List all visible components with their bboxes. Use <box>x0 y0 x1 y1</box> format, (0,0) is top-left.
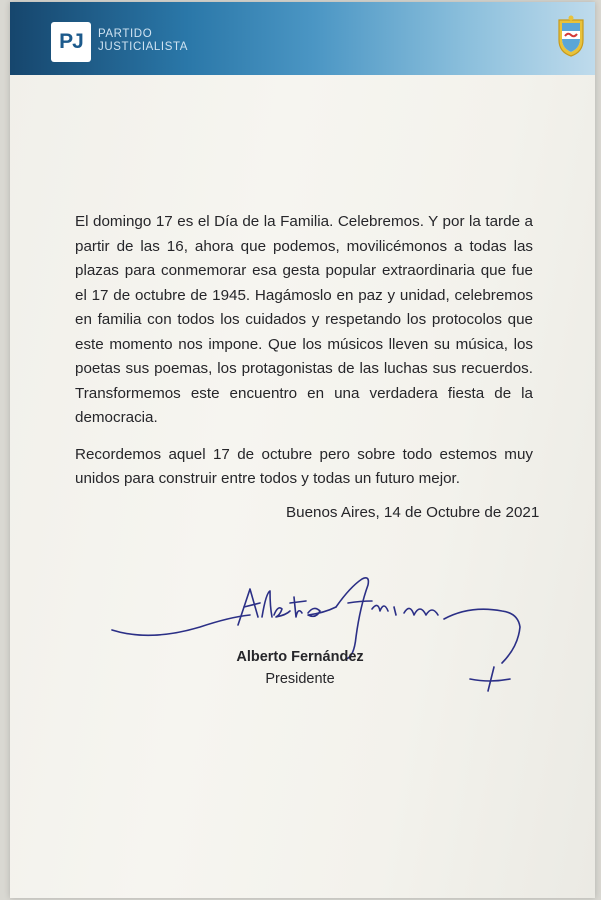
paragraph-2: Recordemos aquel 17 de octubre pero sobre todo estemos muy unidos para construir entre todos y todas un futuro mejor. <box>75 445 533 487</box>
party-name-line2: JUSTICIALISTA <box>98 41 189 53</box>
party-name <box>98 28 218 54</box>
pj-logo <box>51 22 91 62</box>
paragraph-1: El domingo 17 es el Día de la Familia. Celebremos. Y por la tarde a partir de las 16, ahora que podemos, movilicémonos a todas las plazas para conmemorar esa gesta popular extraordinaria que fue el 17 de octubre de 1945. Hagámoslo en paz y unidad, celebremos en familia con todos los cuidados y respetando los protocolos que este momento nos impone. Que los músicos lleven su música, los poetas sus poemas, los protagonistas de las luchas sus recuerdos. Transformemos este encuentro en una verdadera fiesta de la democracia. <box>75 213 533 426</box>
party-coat-of-arms-icon <box>556 14 586 58</box>
signer-title: Presidente <box>265 671 335 687</box>
letter-body <box>75 210 533 504</box>
pj-logo-text: PJ <box>59 30 83 53</box>
party-name-line1: PARTIDO <box>98 28 153 40</box>
letter-page <box>10 2 595 898</box>
letterhead-banner <box>10 2 595 75</box>
signer-name: Alberto Fernández <box>236 649 364 665</box>
place-date: Buenos Aires, 14 de Octubre de 2021 <box>286 504 540 521</box>
